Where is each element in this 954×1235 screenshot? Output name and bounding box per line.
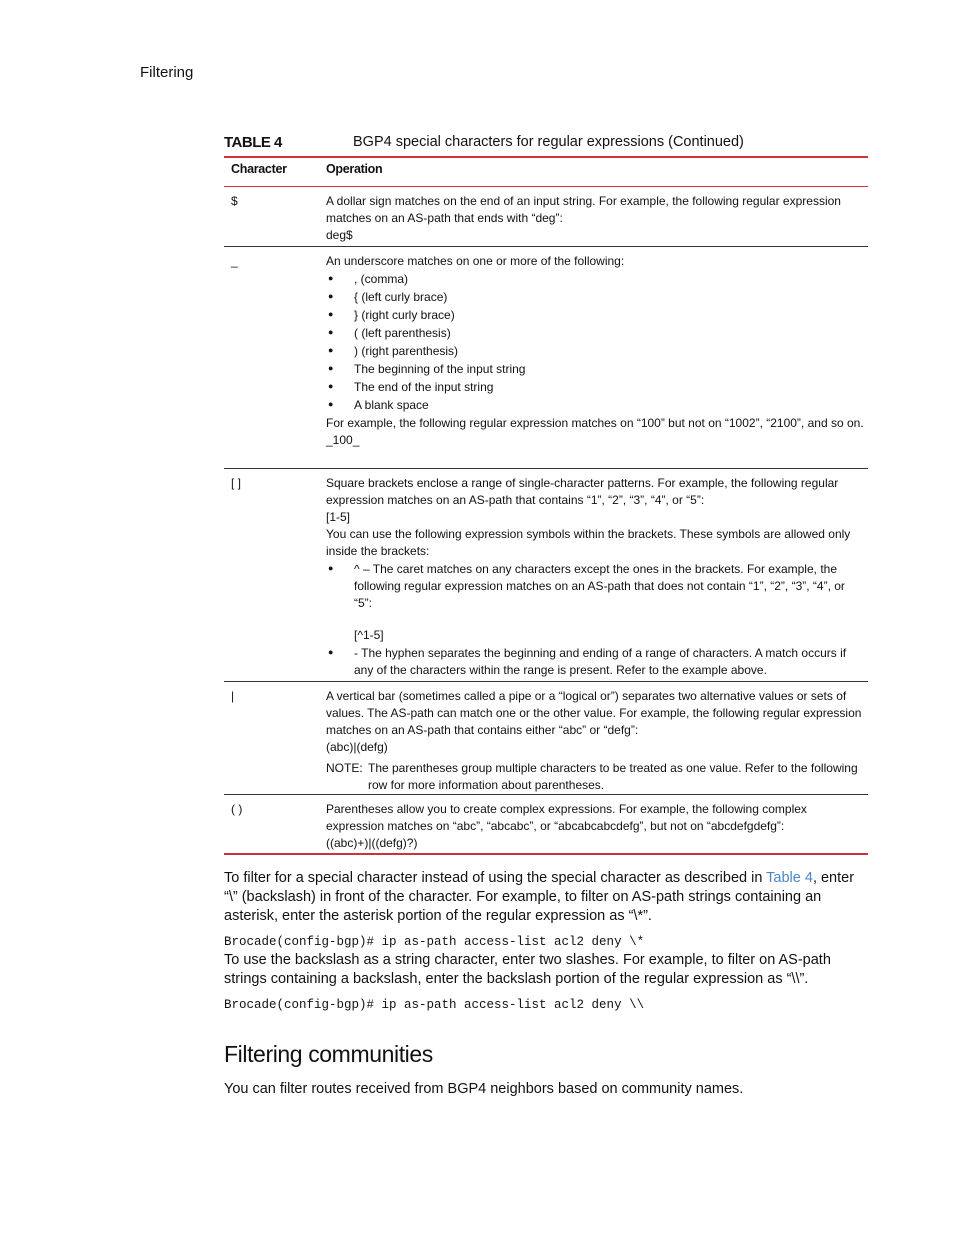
row-example: _100_ [326, 433, 360, 447]
list-item: ● , (comma) [326, 271, 864, 288]
list-item: ● - The hyphen separates the beginning and ending of a range of characters. A match occurs if any of the characters within the range is present. Refer to the example above. [326, 645, 864, 679]
special-characters-table [224, 157, 868, 853]
list-item: ● ) (right parenthesis) [326, 343, 864, 360]
row-operation [326, 795, 868, 858]
row-example: (abc)|(defg) [326, 740, 388, 754]
paragraph: You can filter routes received from BGP4 neighbors based on community names. [224, 1081, 744, 1097]
paragraph-text: To filter for a special character instead of using the special character as described in [224, 870, 767, 886]
paragraph [224, 869, 870, 926]
list-item-example: [^1-5] [354, 628, 384, 642]
list-item: ● A blank space [326, 397, 864, 414]
row-character: | [231, 689, 235, 703]
row-text: For example, the following regular expression matches on “100” but not on “1002”, “2100”, and so on. [326, 416, 864, 430]
row-character: [ ] [231, 476, 242, 490]
row-character: $ [231, 194, 238, 208]
table-row [224, 795, 868, 853]
list-item: ● } (right curly brace) [326, 307, 864, 324]
code-example: Brocade(config-bgp)# ip as-path access-list acl2 deny \* [224, 935, 645, 949]
column-header-operation: Operation [326, 162, 383, 176]
row-text: A vertical bar (sometimes called a pipe or a “logical or”) separates two alternative values or sets of values. The AS-path can match one or the other value. For example, the following regular expression matches on an AS-path that contains either “abc” or “defg”: [326, 689, 862, 737]
row-character: _ [231, 254, 238, 268]
table-label: TABLE 4 [224, 134, 282, 151]
list-item-text: ^ – The caret matches on any characters except the ones in the brackets. For example, the following regular expression matches on an AS-path that does not contain “1”, “2”, “3”, “4”, or “5”: [354, 562, 845, 610]
row-text: A dollar sign matches on the end of an input string. For example, the following regular expression matches on an AS-path that ends with “deg”: [326, 194, 841, 225]
list-item: ● The end of the input string [326, 379, 864, 396]
row-example: deg$ [326, 228, 353, 242]
list-item: ● ( (left parenthesis) [326, 325, 864, 342]
row-example: ((abc)+)|((defg)?) [326, 836, 418, 850]
section-heading: Filtering communities [224, 1041, 433, 1067]
table-link[interactable]: Table 4 [766, 870, 813, 886]
paragraph-text: , enter “\” (backslash) in front of the character. For example, to filter on AS-path strings containing an asterisk, enter the asterisk portion of the regular expression as “\*”. [224, 870, 855, 924]
table-bottom-rule [224, 853, 868, 855]
table-row [224, 187, 868, 247]
note-text: The parentheses group multiple characters to be treated as one value. Refer to the following row for more information about parentheses. [368, 761, 858, 792]
table-row [224, 247, 868, 469]
row-character: ( ) [231, 802, 243, 816]
bullet-list [326, 271, 864, 414]
code-example: Brocade(config-bgp)# ip as-path access-list acl2 deny \\ [224, 998, 645, 1012]
running-header: Filtering [140, 64, 194, 81]
note [326, 760, 864, 794]
row-text: You can use the following expression symbols within the brackets. These symbols are allowed only inside the brackets: [326, 527, 851, 558]
row-text: Square brackets enclose a range of single-character patterns. For example, the following regular expression matches on an AS-path that contains “1”, “2”, “3”, “4”, or “5”: [326, 476, 839, 507]
table-header-row [224, 157, 868, 187]
row-example: [1-5] [326, 510, 351, 524]
list-item: ● The beginning of the input string [326, 361, 864, 378]
paragraph: To use the backslash as a string character, enter two slashes. For example, to filter on AS-path strings containing a backslash, enter the backslash portion of the regular expression as “\\”. [224, 952, 831, 987]
note-label: NOTE: [326, 761, 363, 775]
list-item [326, 561, 864, 644]
row-text: An underscore matches on one or more of the following: [326, 254, 625, 268]
bullet-list [326, 561, 864, 679]
column-header-character: Character [231, 162, 287, 176]
row-operation [326, 469, 868, 686]
table-row [224, 469, 868, 682]
row-text: Parentheses allow you to create complex expressions. For example, the following complex expression matches on “abc”, “abcabc”, or “abcabcabcdefg”, but not on “abcdefgdefg”: [326, 802, 807, 833]
row-operation [326, 247, 868, 455]
table-row [224, 682, 868, 795]
table-title: BGP4 special characters for regular expressions (Continued) [353, 134, 744, 150]
row-operation [326, 682, 868, 800]
row-operation [326, 187, 868, 250]
list-item: ● { (left curly brace) [326, 289, 864, 306]
